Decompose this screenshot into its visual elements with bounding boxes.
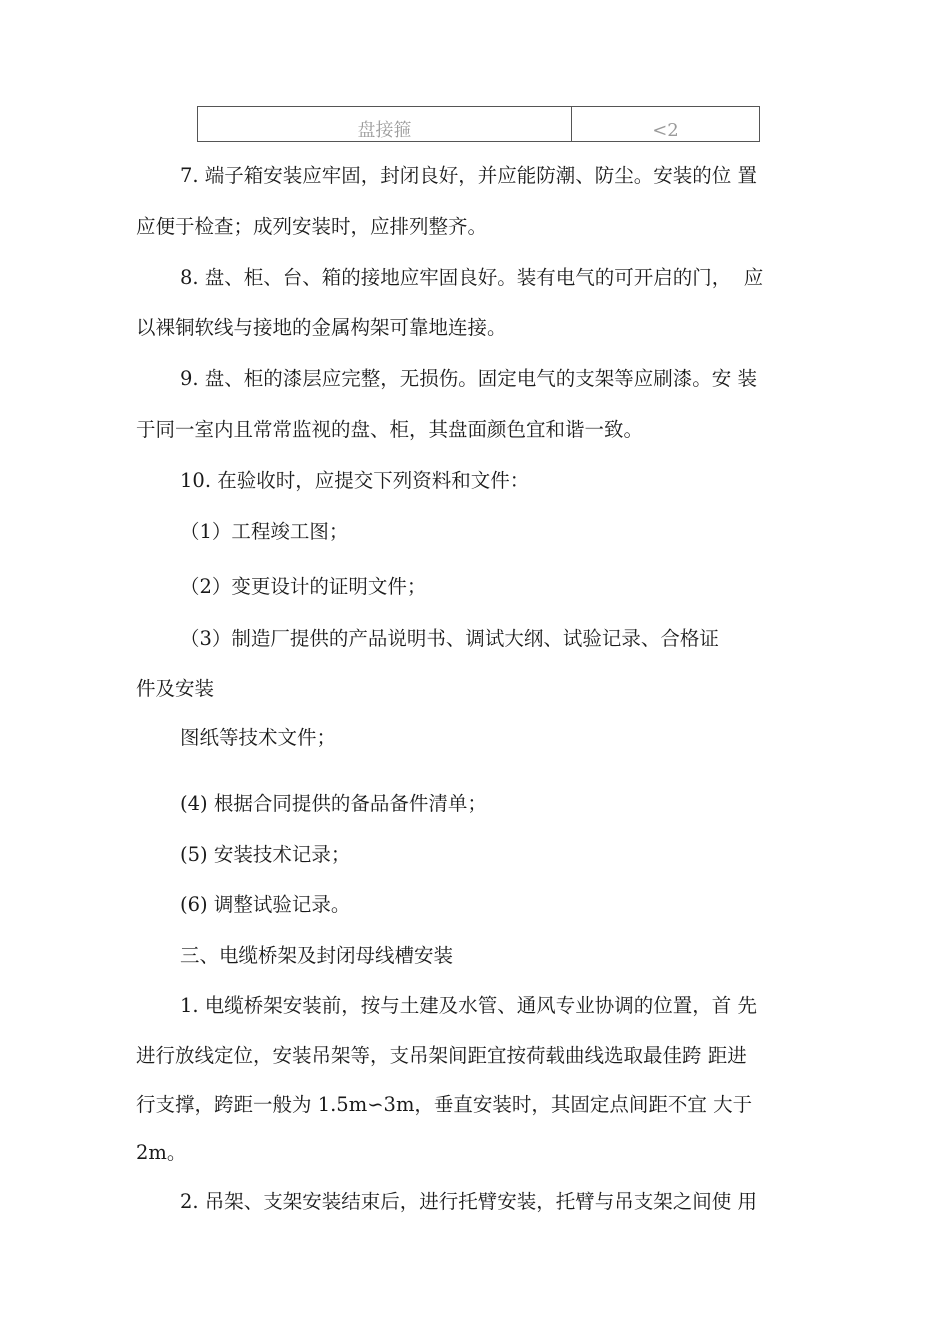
spec-table bbox=[197, 106, 760, 142]
para-1-line-1: 1. 电缆桥架安装前，按与土建及水管、通风专业协调的位置，首 先 bbox=[180, 994, 758, 1017]
para-1-line-4: 2m。 bbox=[136, 1141, 187, 1164]
sub-item-3-line-3: 图纸等技术文件； bbox=[180, 726, 337, 749]
table-cell-value: <2 bbox=[652, 120, 679, 141]
sub-item-6: (6) 调整试验记录。 bbox=[180, 893, 351, 916]
para-1-line-3: 行支撑，跨距一般为 1.5m∽3m，垂直安装时，其固定点间距不宜 大于 bbox=[136, 1093, 753, 1116]
item-8-line-1: 8. 盘、柜、台、箱的接地应牢固良好。装有电气的可开启的门， 应 bbox=[180, 266, 764, 289]
item-7-line-1: 7. 端子箱安装应牢固，封闭良好，并应能防潮、防尘。安装的位 置 bbox=[180, 164, 758, 187]
item-9-line-1: 9. 盘、柜的漆层应完整，无损伤。固定电气的支架等应刷漆。安 装 bbox=[180, 367, 758, 390]
item-7-line-2: 应便于检查；成列安装时，应排列整齐。 bbox=[136, 215, 488, 238]
sub-item-3-line-1: （3）制造厂提供的产品说明书、调试大纲、试验记录、合格证 bbox=[180, 627, 719, 650]
para-1-line-2: 进行放线定位，安装吊架等，支吊架间距宜按荷载曲线选取最佳跨 距进 bbox=[136, 1044, 747, 1067]
sub-item-4: (4) 根据合同提供的备品备件清单； bbox=[180, 792, 487, 815]
sub-item-2: （2）变更设计的证明文件； bbox=[180, 575, 427, 598]
sub-item-1: （1）工程竣工图； bbox=[180, 520, 349, 543]
sub-item-3-line-2: 件及安装 bbox=[136, 677, 215, 700]
table-cell-item: 盘接箍 bbox=[198, 107, 572, 141]
item-8-line-2: 以裸铜软线与接地的金属构架可靠地连接。 bbox=[136, 316, 507, 339]
item-9-line-2: 于同一室内且常常监视的盘、柜，其盘面颜色宜和谐一致。 bbox=[136, 418, 644, 441]
sub-item-5: (5) 安装技术记录； bbox=[180, 843, 351, 866]
item-10: 10. 在验收时，应提交下列资料和文件： bbox=[180, 469, 530, 492]
section-heading: 三、电缆桥架及封闭母线槽安装 bbox=[180, 944, 454, 967]
para-2-line-1: 2. 吊架、支架安装结束后，进行托臂安装，托臂与吊支架之间使 用 bbox=[180, 1190, 758, 1213]
